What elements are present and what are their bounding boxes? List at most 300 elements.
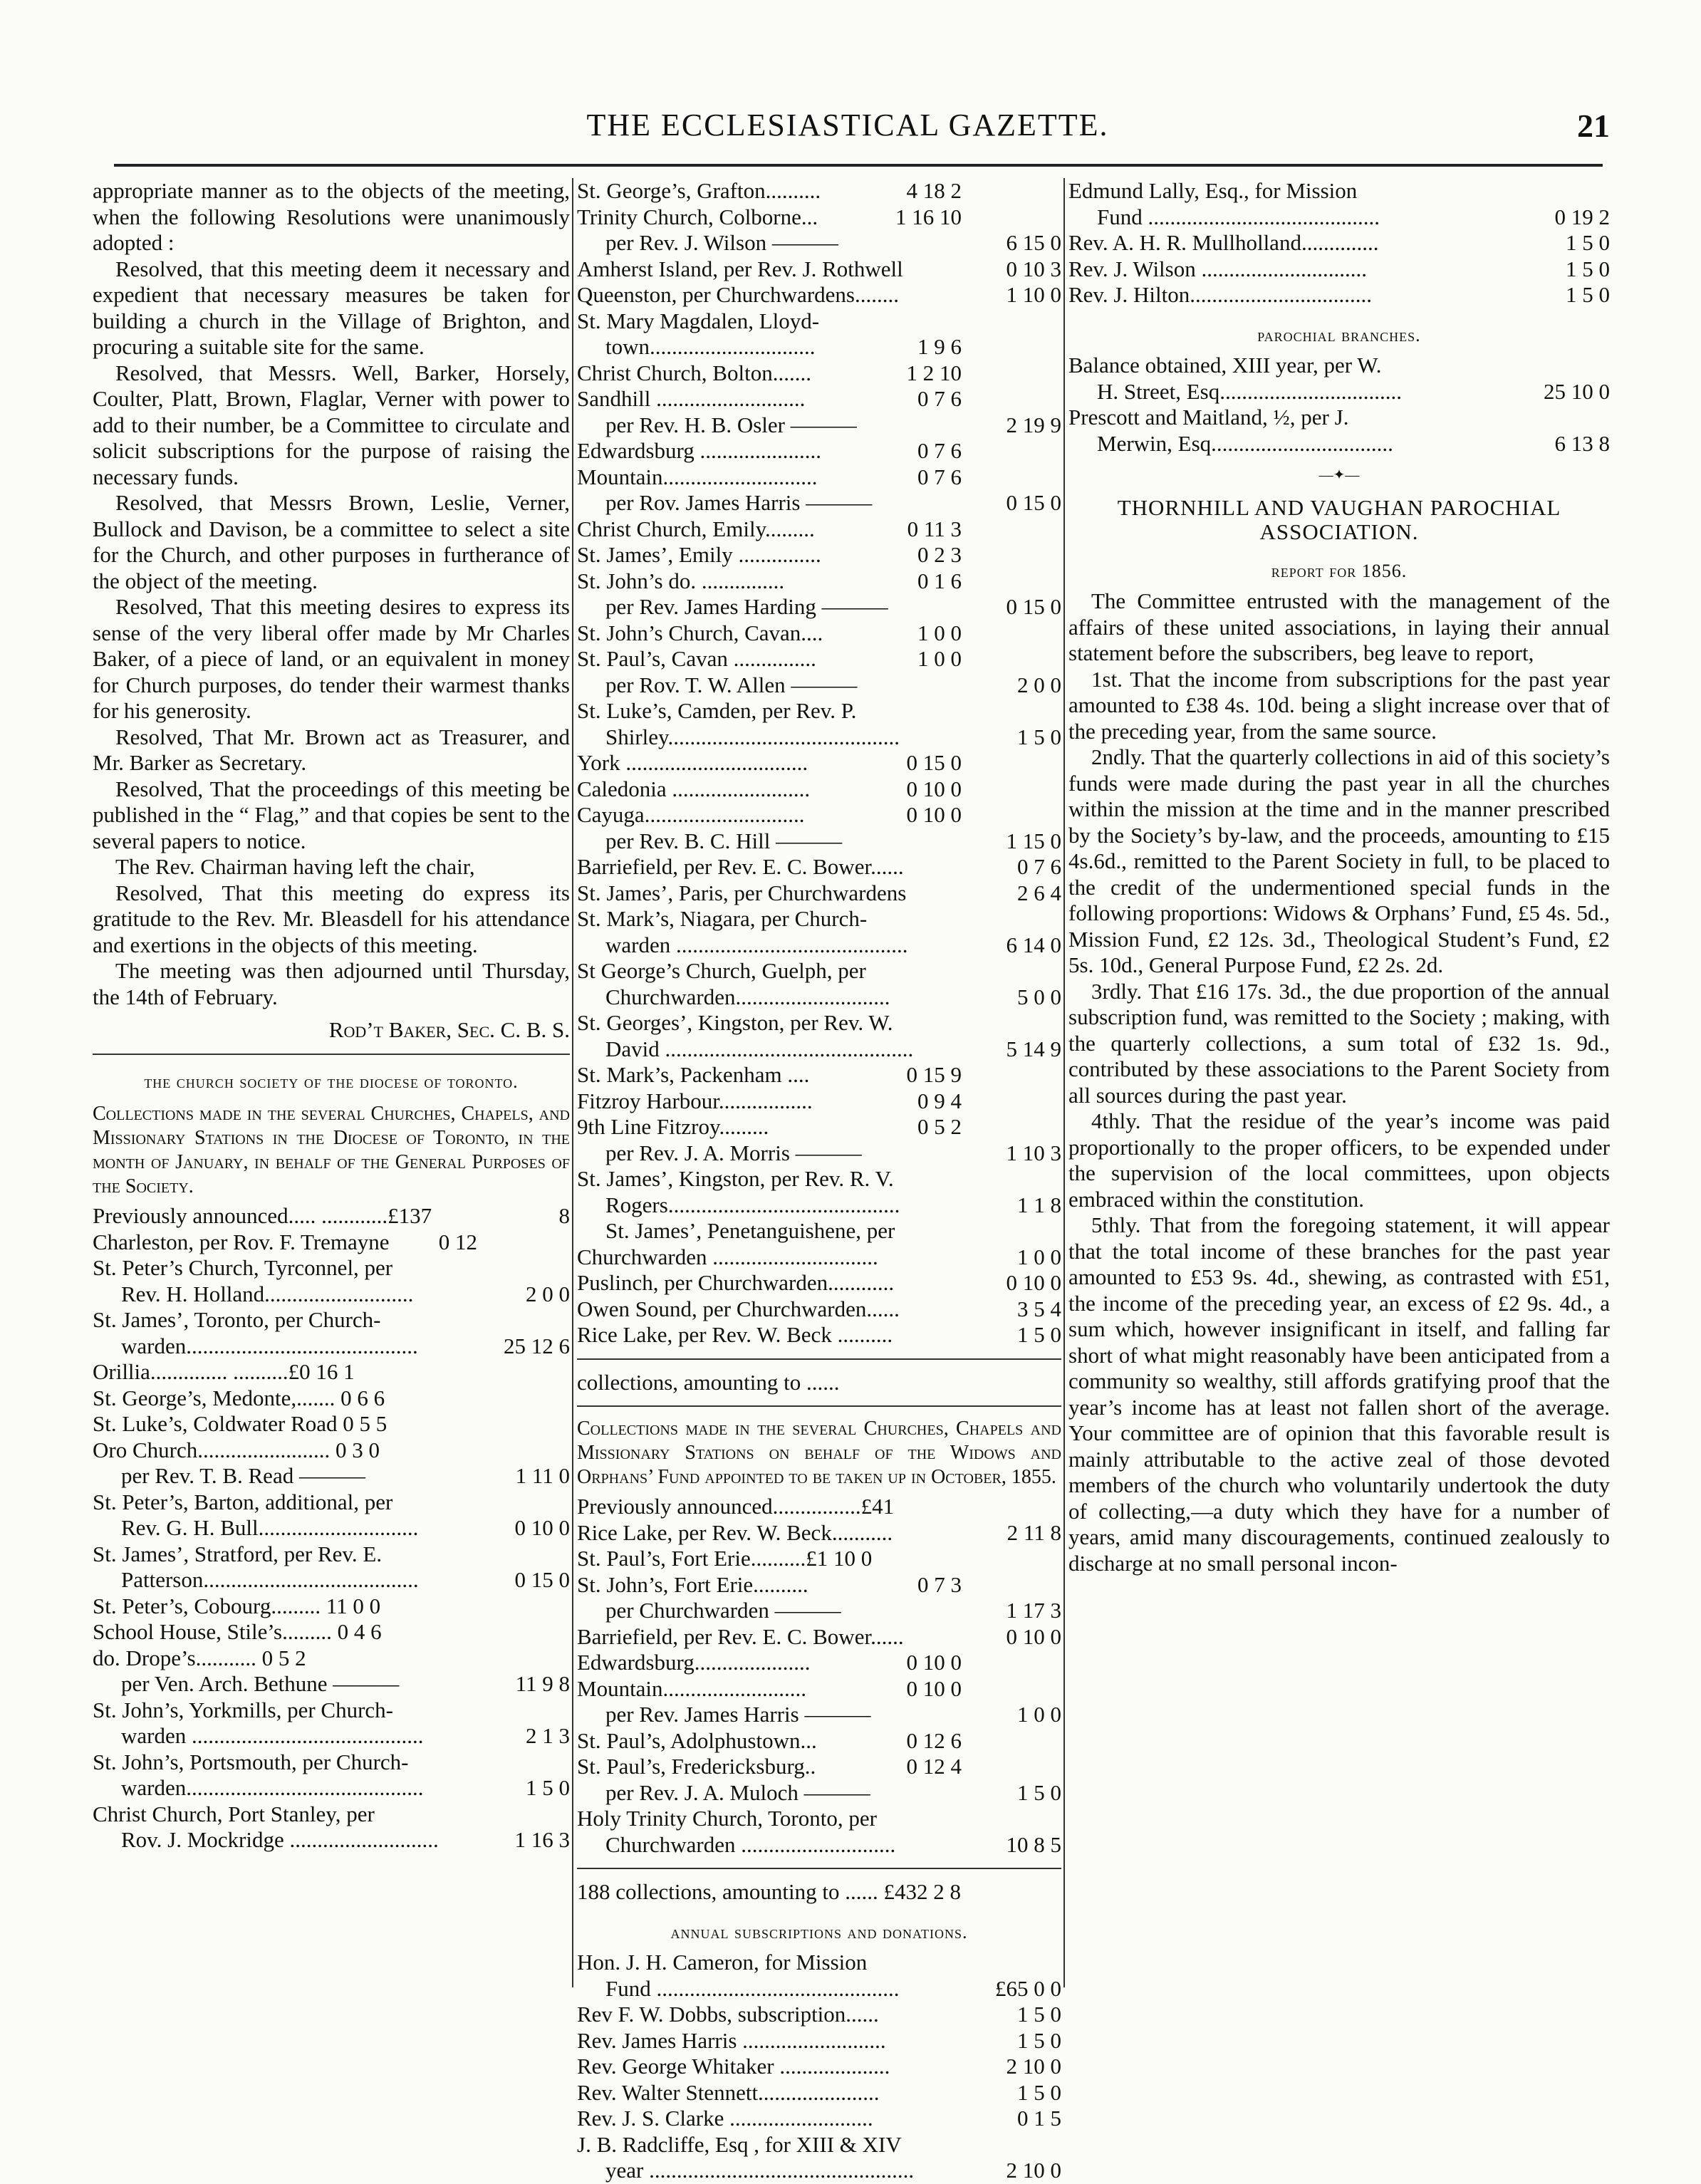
ledger-label: per Rov. T. W. Allen ——— bbox=[605, 672, 858, 697]
ledger-row bbox=[1068, 379, 1610, 405]
ledger-row bbox=[93, 1593, 570, 1620]
ledger-subamount: 0 12 6 bbox=[906, 1727, 962, 1753]
paragraph: 5thly. That from the foregoing statement, it will appear that the total income of these branches for the past year amounted to £53 9s. 4d., shewing, as contrasted with £51, the income of the preceding year, an excess of £2 9s. 4d., a sum which, however insignificant in itself, and falling far short of what might reasonably have been anticipated from a community so wealthy, still affords gratifying proof that the year’s income has at least not fallen short of the average. Your committee are of opinion that this favorable result is mainly attributable to the active zeal of those devoted members of the church who voluntarily undertook the duty of collecting,—a duty which they have for a number of years, amid many discouragements, continued zealously to discharge at no small personal incon- bbox=[1068, 1212, 1610, 1576]
ledger-label: Christ Church, Emily......... bbox=[577, 516, 815, 541]
ledger-label: Cayuga............................. bbox=[577, 802, 805, 827]
ledger-amount: 1 5 0 bbox=[1017, 2079, 1061, 2105]
ledger-row bbox=[577, 438, 1061, 464]
ledger-amount: 0 10 0 bbox=[1006, 1270, 1061, 1295]
ledger-label: St. James’, Stratford, per Rev. E. bbox=[93, 1541, 383, 1566]
ledger-label: Rev. J. Hilton................................. bbox=[1068, 282, 1372, 307]
ledger-row bbox=[577, 204, 1061, 231]
ledger-subamount: 1 16 10 bbox=[895, 204, 962, 229]
ledger-row bbox=[577, 1296, 1061, 1323]
ledger-amount: 0 1 5 bbox=[1017, 2106, 1061, 2131]
ledger-row bbox=[577, 1950, 1061, 1976]
ledger-label: Rice Lake, per Rev. W. Beck .......... bbox=[577, 1322, 893, 1347]
ledger-label: warden........................................... bbox=[121, 1775, 424, 1800]
ledger-label: Fund .......................................... bbox=[1097, 204, 1380, 229]
ledger-label: St. Georges’, Kingston, per Rev. W. bbox=[577, 1010, 893, 1035]
ledger-subamount: 0 15 0 bbox=[906, 750, 962, 775]
ledger-row bbox=[577, 1598, 1061, 1624]
ledger-amount: 5 14 9 bbox=[1006, 1036, 1061, 1061]
ledger-label: Rev F. W. Dobbs, subscription...... bbox=[577, 2002, 879, 2027]
ledger-amount: 0 15 0 bbox=[1006, 490, 1061, 515]
ledger-label: per Rev. James Harding ——— bbox=[605, 594, 888, 619]
ledger-label: Orillia.............. ..........£0 16 1 bbox=[93, 1359, 355, 1384]
ledger-amount: 0 10 0 bbox=[1006, 1623, 1061, 1649]
ledger-subamount: 4 18 2 bbox=[906, 178, 962, 203]
ledger-amount: 2 0 0 bbox=[526, 1281, 570, 1306]
ledger-row bbox=[577, 1676, 1061, 1702]
ledger-row bbox=[93, 1723, 570, 1749]
collections-total: 188 collections, amounting to ...... £432 2 8 bbox=[577, 1879, 962, 1904]
ledger-amount: £65 0 0 bbox=[995, 1975, 1061, 2001]
ledger-row bbox=[577, 828, 1061, 855]
ledger-row bbox=[577, 1976, 1061, 2002]
ledger-label: Rev. James Harris .......................... bbox=[577, 2027, 886, 2053]
ledger-row bbox=[577, 1806, 1061, 1832]
society-heading: the church society of the diocese of toronto. bbox=[144, 1071, 519, 1092]
ledger-row bbox=[577, 1010, 1061, 1036]
ledger-label: St. James’, Penetanguishene, per bbox=[605, 1218, 895, 1243]
ledger-label: St George’s Church, Guelph, per bbox=[577, 958, 866, 983]
ledger-subamount: 1 0 0 bbox=[917, 646, 962, 671]
ledger-label: St. Peter’s, Cobourg......... 11 0 0 bbox=[93, 1593, 381, 1618]
association-title: THORNHILL AND VAUGHAN PAROCHIAL ASSOCIATION. bbox=[1117, 494, 1561, 544]
ledger-label: Rev. J. Wilson .............................. bbox=[1068, 256, 1367, 281]
ledger-amount: 25 10 0 bbox=[1544, 378, 1610, 404]
ledger-amount: 6 15 0 bbox=[1006, 230, 1061, 255]
ledger-row bbox=[577, 1728, 1061, 1754]
ledger-subamount: 0 15 9 bbox=[906, 1062, 962, 1087]
ledger-row bbox=[1068, 178, 1610, 204]
ledger-label: Prescott and Maitland, ½, per J. bbox=[1068, 405, 1349, 430]
ledger-row bbox=[93, 1801, 570, 1828]
page-header bbox=[85, 107, 1610, 150]
ledger-label: St. John’s, Fort Erie.......... bbox=[577, 1571, 808, 1597]
ledger-amount: 1 15 0 bbox=[1006, 828, 1061, 853]
ledger-row bbox=[577, 1270, 1061, 1296]
ledger-row bbox=[93, 1541, 570, 1568]
ledger-amount: 1 11 0 bbox=[515, 1463, 570, 1488]
ledger-row bbox=[577, 256, 1061, 283]
paragraph: Resolved, That this meeting desires to express its sense of the very liberal offer made by Mr Charles Baker, of a piece of land, or an equivalent in money for Church purposes, do tender their warmest thanks for his generosity. bbox=[93, 594, 570, 723]
ledger-subamount: 0 12 bbox=[438, 1229, 477, 1254]
ledger-row bbox=[577, 1062, 1061, 1088]
ledger-row bbox=[577, 1754, 1061, 1780]
ledger-row bbox=[93, 1749, 570, 1776]
ledger-amount: 1 5 0 bbox=[1017, 1779, 1061, 1805]
ledger-label: Hon. J. H. Cameron, for Mission bbox=[577, 1950, 868, 1975]
ledger-subamount: 1 0 0 bbox=[917, 620, 962, 645]
ledger-amount: 1 5 0 bbox=[1566, 230, 1610, 255]
ledger-amount: 0 15 0 bbox=[514, 1567, 570, 1592]
ledger-row bbox=[577, 1624, 1061, 1650]
page-number: 21 bbox=[1577, 108, 1610, 144]
ledger-row bbox=[1068, 282, 1610, 308]
ledger-row bbox=[93, 1203, 570, 1229]
ledger-amount: 1 17 3 bbox=[1006, 1598, 1061, 1623]
column-2 bbox=[577, 178, 1061, 2184]
ledger-row bbox=[577, 672, 1061, 699]
ledger-amount: 1 10 0 bbox=[1006, 282, 1061, 307]
ledger-row bbox=[577, 1832, 1061, 1858]
ledger-label: St. Paul’s, Fort Erie..........£1 10 0 bbox=[577, 1546, 873, 1571]
collections-total bbox=[577, 1370, 1061, 1396]
ledger-row bbox=[1068, 204, 1610, 231]
ledger-label: Holy Trinity Church, Toronto, per bbox=[577, 1806, 877, 1831]
ledger-amount: 5 0 0 bbox=[1017, 984, 1061, 1009]
ledger-amount: 11 9 8 bbox=[515, 1671, 570, 1696]
ledger-row bbox=[577, 1780, 1061, 1806]
ledger-label: Patterson....................................... bbox=[121, 1567, 419, 1592]
ledger-row bbox=[93, 1385, 570, 1412]
ledger-amount: 0 7 6 bbox=[1017, 854, 1061, 879]
ledger-label: per Churchwarden ——— bbox=[605, 1598, 841, 1623]
ledger-row bbox=[577, 568, 1061, 595]
ledger-label: Rogers.......................................... bbox=[605, 1192, 900, 1217]
paragraph: 2ndly. That the quarterly collections in aid of this society’s funds were made during the past year in all the churches within the mission at the time and in the manner prescribed by the Society’s by-law, and the proceeds, amounting to £15 4s.6d., remitted to the Parent Society in full, to be placed to the credit of the undermentioned special funds in the following proportions: Widows & Orphans’ Fund, £5 4s. 5d., Mission Fund, £2 12s. 3d., Theological Student’s Fund, £2 5s. 10d., General Purpose Fund, £2 2s. 2d. bbox=[1068, 744, 1610, 977]
ledger-amount: 2 10 0 bbox=[1006, 2054, 1061, 2079]
ledger-row bbox=[577, 776, 1061, 803]
ledger-row bbox=[93, 1437, 570, 1464]
ledger-amount: 1 5 0 bbox=[1566, 256, 1610, 281]
ledger-row bbox=[577, 906, 1061, 932]
ledger-row bbox=[577, 1572, 1061, 1598]
ledger-row bbox=[577, 880, 1061, 907]
ledger-label: Rev. Walter Stennett...................... bbox=[577, 2079, 880, 2105]
ledger-label: Fund ............................................ bbox=[605, 1975, 900, 2001]
subscriptions-heading: annual subscriptions and donations. bbox=[670, 1921, 968, 1943]
ledger-row bbox=[577, 282, 1061, 308]
ledger-label: Barriefield, per Rev. E. C. Bower...... bbox=[577, 854, 904, 879]
column-divider bbox=[572, 178, 573, 1987]
ledger-row bbox=[577, 750, 1061, 776]
ledger-subamount: 0 10 0 bbox=[906, 1675, 962, 1701]
ledger-row bbox=[577, 698, 1061, 724]
divider bbox=[93, 1054, 570, 1055]
ledger-label: town.............................. bbox=[605, 334, 816, 359]
ledger-row bbox=[93, 1229, 570, 1256]
ledger-row bbox=[577, 542, 1061, 568]
ledger-row bbox=[577, 178, 1061, 204]
ledger-amount: 6 13 8 bbox=[1554, 430, 1610, 456]
ledger-label: St. George’s, Medonte,....... 0 6 6 bbox=[93, 1385, 385, 1410]
ledger-label: St. Peter’s, Barton, additional, per bbox=[93, 1489, 393, 1514]
ledger-amount: 2 6 4 bbox=[1017, 880, 1061, 905]
ledger-label: per Rev. J. A. Muloch ——— bbox=[605, 1779, 870, 1805]
ledger-label: St. John’s Church, Cavan.... bbox=[577, 620, 823, 645]
ledger-subamount: 0 10 0 bbox=[906, 1650, 962, 1675]
ledger-row bbox=[577, 646, 1061, 672]
ledger-row bbox=[93, 1697, 570, 1724]
ledger-subamount: 0 10 0 bbox=[906, 776, 962, 801]
ledger-row bbox=[577, 360, 1061, 387]
ledger-subamount: 1 9 6 bbox=[917, 334, 962, 359]
ledger-row bbox=[577, 1702, 1061, 1728]
ledger-label: York ................................. bbox=[577, 750, 808, 775]
ledger-label: per Rev. T. B. Read ——— bbox=[121, 1463, 365, 1488]
ledger-amount: 1 1 8 bbox=[1017, 1192, 1061, 1217]
ledger-row bbox=[1068, 405, 1610, 431]
ledger-row bbox=[577, 1166, 1061, 1192]
ledger-amount: 1 5 0 bbox=[526, 1775, 570, 1800]
ledger-row bbox=[577, 1036, 1061, 1063]
ledger-subamount: 0 7 6 bbox=[917, 438, 962, 463]
ledger-row bbox=[577, 386, 1061, 412]
ledger-label: Churchwarden .............................. bbox=[577, 1244, 878, 1269]
ledger-label: St. James’, Toronto, per Church- bbox=[93, 1307, 381, 1332]
ledger-subamount: 0 5 2 bbox=[917, 1114, 962, 1139]
ledger-row bbox=[577, 958, 1061, 984]
ledger-amount: 1 5 0 bbox=[1566, 282, 1610, 307]
ledger-label: do. Drope’s........... 0 5 2 bbox=[93, 1645, 306, 1670]
ledger-label: warden .......................................... bbox=[121, 1723, 424, 1748]
header-rule bbox=[114, 164, 1603, 167]
ledger-row bbox=[93, 1255, 570, 1281]
ledger-amount: 6 14 0 bbox=[1006, 932, 1061, 957]
ledger-row bbox=[93, 1775, 570, 1801]
ledger-label: Rev. George Whitaker .................... bbox=[577, 2054, 890, 2079]
ledger-row bbox=[577, 1322, 1061, 1348]
subscriptions-list bbox=[1068, 178, 1610, 308]
ledger-label: Christ Church, Port Stanley, per bbox=[93, 1801, 375, 1826]
ledger-label: per Rov. James Harris ——— bbox=[605, 490, 873, 515]
paragraph: The Rev. Chairman having left the chair, bbox=[115, 854, 475, 879]
ledger-row bbox=[577, 2106, 1061, 2132]
paragraph: appropriate manner as to the objects of the meeting, when the following Resolutions were unanimously adopted : bbox=[93, 178, 570, 255]
ledger-label: St. Paul’s, Fredericksburg.. bbox=[577, 1754, 816, 1779]
ledger-amount: 1 10 3 bbox=[1006, 1140, 1061, 1165]
ledger-label: St. Mark’s, Niagara, per Church- bbox=[577, 906, 868, 931]
column-1 bbox=[93, 178, 570, 1853]
report-heading: report for 1856. bbox=[1271, 560, 1408, 581]
ledger-label: Edmund Lally, Esq., for Mission bbox=[1068, 178, 1358, 203]
collections-list bbox=[577, 1494, 1061, 1858]
ledger-label: per Ven. Arch. Bethune ——— bbox=[121, 1671, 400, 1696]
ledger-label: Charleston, per Rov. F. Tremayne bbox=[93, 1229, 390, 1254]
ledger-label: Mountain.......................... bbox=[577, 1675, 807, 1701]
ledger-label: Balance obtained, XIII year, per W. bbox=[1068, 353, 1382, 378]
ledger-label: St. Luke’s, Camden, per Rev. P. bbox=[577, 698, 857, 723]
ledger-row bbox=[577, 412, 1061, 439]
ledger-row bbox=[93, 1619, 570, 1645]
ledger-amount: 0 10 0 bbox=[514, 1515, 570, 1540]
ledger-label: Fitzroy Harbour................. bbox=[577, 1088, 813, 1113]
paragraph: 3rdly. That £16 17s. 3d., the due proportion of the annual subscription fund, was remitted to the Society ; making, with the quarterly collections, a sum total of £32 1s. 9d., contributed by these associations to the Parent Society from all sources during the past year. bbox=[1068, 978, 1610, 1108]
divider bbox=[577, 1868, 1061, 1869]
ledger-label: Previously announced................£41 bbox=[577, 1494, 895, 1519]
ledger-amount: 2 11 8 bbox=[1006, 1519, 1061, 1545]
ledger-label: Trinity Church, Colborne... bbox=[577, 204, 818, 229]
ledger-label: Amherst Island, per Rev. J. Rothwell bbox=[577, 256, 903, 281]
ledger-row bbox=[577, 854, 1061, 880]
ledger-label: Rev. G. H. Bull............................. bbox=[121, 1515, 419, 1540]
ledger-label: St. James’, Kingston, per Rev. R. V. bbox=[577, 1166, 894, 1191]
ledger-label: Queenston, per Churchwardens........ bbox=[577, 282, 899, 307]
paragraph: 1st. That the income from subscriptions for the past year amounted to £38 4s. 10d. being a slight increase over that of the preceding year, from the same source. bbox=[1068, 666, 1610, 744]
ledger-label: Merwin, Esq................................. bbox=[1097, 430, 1393, 456]
ledger-row bbox=[1068, 431, 1610, 457]
ledger-amount: 1 0 0 bbox=[1017, 1244, 1061, 1269]
ledger-label: Caledonia ......................... bbox=[577, 776, 811, 801]
ledger-label: per Rev. B. C. Hill ——— bbox=[605, 828, 843, 853]
column-divider bbox=[1063, 178, 1065, 1987]
ledger-label: Rov. J. Mockridge ........................... bbox=[121, 1827, 439, 1852]
ledger-label: per Rev. J. A. Morris ——— bbox=[605, 1140, 862, 1165]
ledger-subamount: 0 10 0 bbox=[906, 802, 962, 827]
ledger-label: J. B. Radcliffe, Esq , for XIII & XIV bbox=[577, 2131, 902, 2157]
ledger-row bbox=[1068, 256, 1610, 283]
ledger-subamount: 0 7 3 bbox=[917, 1571, 962, 1597]
paragraph: The Committee entrusted with the management of the affairs of these united associations, in laying their annual statement before the subscribers, beg leave to report, bbox=[1068, 588, 1610, 665]
ledger-row bbox=[577, 594, 1061, 620]
ledger-row bbox=[577, 1114, 1061, 1140]
ledger-subamount: 0 2 3 bbox=[917, 542, 962, 567]
ledger-amount: 0 10 3 bbox=[1006, 256, 1061, 281]
ledger-row bbox=[577, 490, 1061, 516]
ledger-row bbox=[93, 1515, 570, 1541]
ledger-row bbox=[577, 1546, 1061, 1572]
ledger-label: David ............................................. bbox=[605, 1036, 914, 1061]
section-heading: Collections made in the several Churches, Chapels, and Missionary Stations in the Diocese of Toronto, in the month of January, in behalf of the General Purposes of the Society. bbox=[93, 1103, 571, 1197]
ledger-amount: 2 19 9 bbox=[1006, 412, 1061, 437]
ledger-amount: 8 bbox=[558, 1203, 570, 1228]
ledger-row bbox=[93, 1671, 570, 1697]
parochial-heading: parochial branches. bbox=[1257, 324, 1421, 345]
ledger-amount: 2 1 3 bbox=[526, 1723, 570, 1748]
ledger-subamount: 0 7 6 bbox=[917, 464, 962, 489]
ledger-label: St. Luke’s, Coldwater Road 0 5 5 bbox=[93, 1411, 387, 1436]
ledger-label: per Rev. J. Wilson ——— bbox=[605, 230, 838, 255]
paragraph: Resolved, That Mr. Brown act as Treasurer, and Mr. Barker as Secretary. bbox=[93, 724, 570, 775]
ledger-label: St. James’, Paris, per Churchwardens bbox=[577, 880, 907, 905]
ledger-label: per Rev. James Harris ——— bbox=[605, 1702, 871, 1727]
ledger-label: St. Paul’s, Cavan ............... bbox=[577, 646, 816, 671]
ledger-row bbox=[577, 516, 1061, 543]
ledger-label: St. George’s, Grafton.......... bbox=[577, 178, 821, 203]
paragraph: Resolved, that Messrs. Well, Barker, Horsely, Coulter, Platt, Brown, Flaglar, Verner with power to add to their number, be a Committee to circulate and solicit subscriptions for the purpose of raising the necessary funds. bbox=[93, 360, 570, 489]
ledger-amount: 3 5 4 bbox=[1017, 1296, 1061, 1321]
ledger-subamount: 0 9 4 bbox=[917, 1088, 962, 1113]
section-heading: Collections made in the several Churches, Chapels and Missionary Stations on behalf of the Widows and Orphans’ Fund appointed to be taken up in October, 1855. bbox=[577, 1418, 1061, 1488]
ledger-label: Puslinch, per Churchwarden............ bbox=[577, 1270, 895, 1295]
ledger-row bbox=[93, 1567, 570, 1593]
ledger-row bbox=[577, 2054, 1061, 2080]
ledger-label: Owen Sound, per Churchwarden...... bbox=[577, 1296, 900, 1321]
gazette-title: THE ECCLESIASTICAL GAZETTE. bbox=[586, 108, 1109, 142]
ledger-subamount: 0 12 4 bbox=[906, 1754, 962, 1779]
ledger-label: Mountain............................ bbox=[577, 464, 818, 489]
column-3 bbox=[1068, 178, 1610, 1576]
ledger-label: Oro Church........................ 0 3 0 bbox=[93, 1437, 380, 1462]
ledger-row bbox=[93, 1489, 570, 1516]
ledger-row bbox=[577, 802, 1061, 828]
paragraph: Resolved, That the proceedings of this meeting be published in the “ Flag,” and that copies be sent to the several papers to notice. bbox=[93, 776, 570, 853]
total-label: collections, amounting to ...... bbox=[577, 1369, 840, 1395]
ornament-divider: —✦— bbox=[1318, 467, 1360, 483]
ledger-row bbox=[577, 1192, 1061, 1219]
ledger-label: warden .......................................... bbox=[605, 932, 908, 957]
paragraph: Resolved, that this meeting deem it necessary and expedient that necessary measures be taken for building a church in the Village of Brighton, and procuring a suitable site for the same. bbox=[93, 256, 570, 359]
ledger-row bbox=[577, 1520, 1061, 1546]
signature: Rod’t Baker, Sec. C. B. S. bbox=[328, 1017, 570, 1042]
ledger-row bbox=[577, 308, 1061, 335]
ledger-label: Previously announced..... ............£137 bbox=[93, 1203, 432, 1228]
ledger-row bbox=[577, 1494, 1061, 1520]
ledger-label: St. Peter’s Church, Tyrconnel, per bbox=[93, 1255, 393, 1280]
ledger-label: Christ Church, Bolton....... bbox=[577, 360, 811, 385]
ledger-label: Rev. H. Holland........................... bbox=[121, 1281, 414, 1306]
ledger-label: Sandhill ........................... bbox=[577, 386, 806, 411]
ledger-row bbox=[93, 1333, 570, 1360]
ledger-amount: 1 0 0 bbox=[1017, 1702, 1061, 1727]
ledger-amount: 0 19 2 bbox=[1554, 204, 1610, 229]
ledger-amount: 0 15 0 bbox=[1006, 594, 1061, 619]
ledger-label: year ................................................ bbox=[605, 2158, 915, 2183]
ledger-row bbox=[93, 1411, 570, 1437]
ledger-label: Rev. J. S. Clarke .......................... bbox=[577, 2106, 873, 2131]
ledger-label: St. John’s do. ............... bbox=[577, 568, 785, 593]
paragraph: 4thly. That the residue of the year’s income was paid proportionally to the proper officers, to be expended under the supervision of the local committees, upon objects embraced within the constitution. bbox=[1068, 1108, 1610, 1212]
ledger-row bbox=[577, 2028, 1061, 2054]
ledger-row bbox=[577, 2002, 1061, 2028]
ledger-label: St. Mark’s, Packenham .... bbox=[577, 1062, 810, 1087]
ledger-row bbox=[577, 932, 1061, 959]
ledger-row bbox=[577, 2158, 1061, 2184]
ledger-row bbox=[577, 2080, 1061, 2106]
divider bbox=[577, 1358, 1061, 1360]
ledger-row bbox=[577, 1650, 1061, 1676]
ledger-row bbox=[577, 1218, 1061, 1244]
ledger-label: Rev. A. H. R. Mullholland.............. bbox=[1068, 230, 1379, 255]
ledger-label: Churchwarden............................ bbox=[605, 984, 890, 1009]
ledger-label: Edwardsburg..................... bbox=[577, 1650, 811, 1675]
ledger-label: St. Mary Magdalen, Lloyd- bbox=[577, 308, 820, 333]
paragraph: The meeting was then adjourned until Thursday, the 14th of February. bbox=[93, 958, 570, 1009]
ledger-row bbox=[1068, 230, 1610, 256]
ledger-label: Churchwarden ............................ bbox=[605, 1831, 896, 1857]
ledger-amount: 2 0 0 bbox=[1017, 672, 1061, 697]
ledger-row bbox=[577, 334, 1061, 360]
ledger-amount: 1 5 0 bbox=[1017, 2002, 1061, 2027]
ledger-row bbox=[93, 1827, 570, 1853]
ledger-subamount: 1 2 10 bbox=[906, 360, 962, 385]
ledger-label: warden.......................................... bbox=[121, 1333, 418, 1358]
ledger-amount: 10 8 5 bbox=[1006, 1831, 1061, 1857]
paragraph: Resolved, that Messrs Brown, Leslie, Verner, Bullock and Davison, be a committee to select a site for the Church, and other purposes in furtherance of the object of the meeting. bbox=[93, 490, 570, 593]
ledger-label: Edwardsburg ...................... bbox=[577, 438, 821, 463]
subscriptions-list bbox=[577, 1950, 1061, 2184]
ledger-row bbox=[577, 724, 1061, 751]
ledger-row bbox=[1068, 353, 1610, 379]
ledger-label: St. Paul’s, Adolphustown... bbox=[577, 1727, 817, 1753]
ledger-row bbox=[93, 1463, 570, 1489]
ledger-amount: 1 5 0 bbox=[1017, 1322, 1061, 1347]
ledger-label: Barriefield, per Rev. E. C. Bower...... bbox=[577, 1623, 904, 1649]
ledger-row bbox=[577, 230, 1061, 256]
ledger-row bbox=[577, 1244, 1061, 1271]
ledger-label: Rice Lake, per Rev. W. Beck........... bbox=[577, 1519, 893, 1545]
ledger-label: 9th Line Fitzroy......... bbox=[577, 1114, 769, 1139]
ledger-label: Shirley.......................................... bbox=[605, 724, 900, 749]
ledger-row bbox=[577, 464, 1061, 491]
ledger-amount: 1 5 0 bbox=[1017, 724, 1061, 749]
paragraph: Resolved, That this meeting do express its gratitude to the Rev. Mr. Bleasdell for his attendance and exertions in the objects of this meeting. bbox=[93, 880, 570, 957]
ledger-label: St. John’s, Yorkmills, per Church- bbox=[93, 1697, 393, 1722]
ledger-amount: 1 16 3 bbox=[514, 1827, 570, 1852]
